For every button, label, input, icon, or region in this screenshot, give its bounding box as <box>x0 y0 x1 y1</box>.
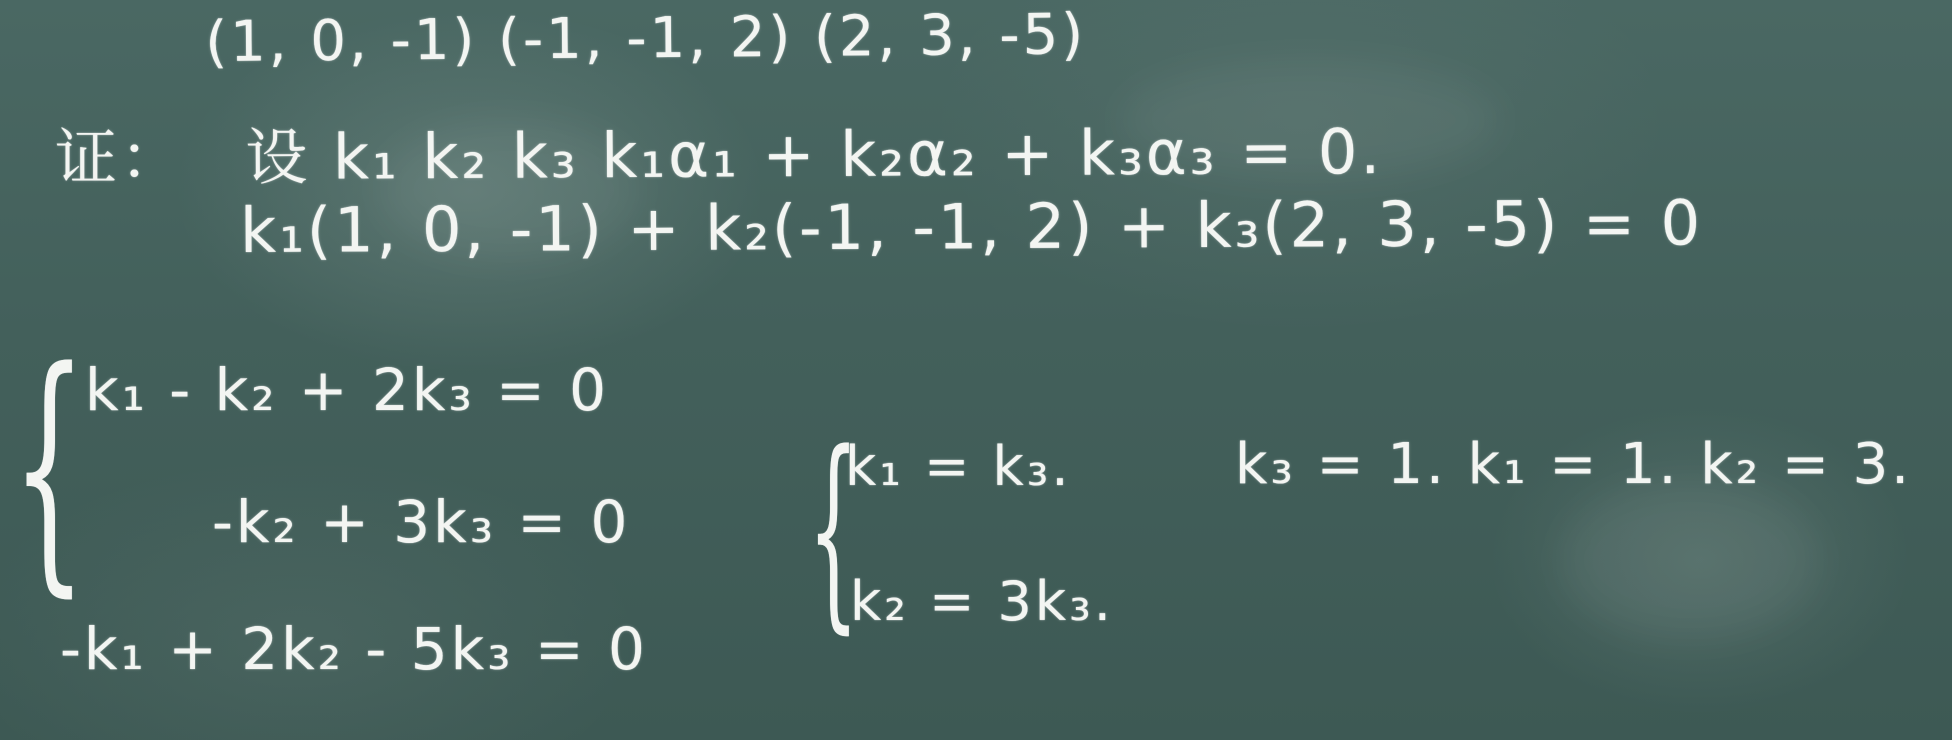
reduced-system-brace: { <box>808 407 859 652</box>
reduced-equation-1: k₁ = k₃. <box>845 435 1072 498</box>
system-equation-1: k₁ - k₂ + 2k₃ = 0 <box>85 356 610 424</box>
reduced-equation-2: k₂ = 3k₃. <box>850 570 1114 633</box>
system-equation-3: -k₁ + 2k₂ - 5k₃ = 0 <box>60 615 648 683</box>
system-brace: { <box>12 317 87 619</box>
vectors-line: (1, 0, -1) (-1, -1, 2) (2, 3, -5) <box>205 2 1087 75</box>
linear-combination-line: k₁(1, 0, -1) + k₂(-1, -1, 2) + k₃(2, 3, -5) = 0 <box>240 186 1704 267</box>
system-equation-2: -k₂ + 3k₃ = 0 <box>212 488 631 556</box>
solution-line: k₃ = 1. k₁ = 1. k₂ = 3. <box>1235 432 1913 497</box>
setup-line: 设 k₁ k₂ k₃ k₁α₁ + k₂α₂ + k₃α₃ = 0. <box>245 115 1384 194</box>
proof-label: 证： <box>55 121 186 194</box>
chalk-smudge <box>1560 480 1820 640</box>
